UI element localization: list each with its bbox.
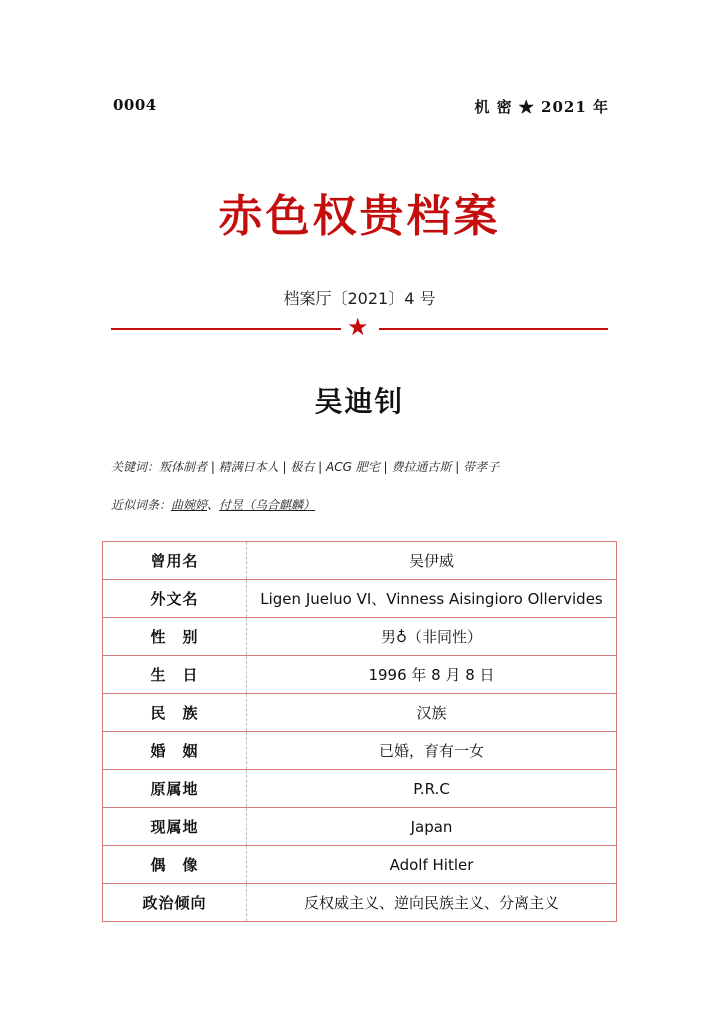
row-label: 曾用名	[103, 542, 247, 580]
table-row	[103, 808, 617, 846]
row-value: Adolf Hitler	[247, 846, 617, 884]
row-label: 偶 像	[103, 846, 247, 884]
row-value: 吴伊威	[247, 542, 617, 580]
row-value: 1996 年 8 月 8 日	[247, 656, 617, 694]
table-row	[103, 656, 617, 694]
row-label: 政治倾向	[103, 884, 247, 922]
keywords-line: 关键词：叛体制者 | 精满日本人 | 极右 | ACG 肥宅 | 费拉通古斯 | 带孝子	[111, 460, 500, 474]
row-label: 生 日	[103, 656, 247, 694]
divider-line-left	[111, 328, 341, 330]
row-value: 反权威主义、逆向民族主义、分离主义	[247, 884, 617, 922]
similar-terms-line	[111, 496, 315, 513]
divider-line-right	[379, 328, 608, 330]
star-icon: ★	[347, 313, 369, 341]
row-value: Ligen Jueluo VI、Vinness Aisingioro Ollervides	[247, 580, 617, 618]
table-row	[103, 618, 617, 656]
row-value: Japan	[247, 808, 617, 846]
row-label: 外文名	[103, 580, 247, 618]
row-label: 现属地	[103, 808, 247, 846]
table-row	[103, 694, 617, 732]
similar-terms-separator: 、	[207, 498, 220, 512]
file-number: 档案厅〔2021〕4 号	[283, 289, 436, 308]
profile-table	[102, 541, 617, 922]
table-row	[103, 542, 617, 580]
classification-label: 机 密 ★ 2021 年	[474, 98, 609, 116]
page-title: 赤色权贵档案	[218, 191, 501, 242]
similar-term-link[interactable]: 曲婉婷	[171, 498, 208, 512]
similar-term-link[interactable]: 付昱（乌合麒麟）	[219, 498, 316, 512]
row-label: 民 族	[103, 694, 247, 732]
row-label: 婚 姻	[103, 732, 247, 770]
similar-terms-label: 近似词条：	[111, 498, 172, 512]
row-value: 男♁（非同性）	[247, 618, 617, 656]
row-value: 已婚，育有一女	[247, 732, 617, 770]
table-row	[103, 770, 617, 808]
table-row	[103, 884, 617, 922]
table-row	[103, 732, 617, 770]
row-label: 原属地	[103, 770, 247, 808]
person-name: 吴迪钊	[314, 385, 405, 418]
row-value: 汉族	[247, 694, 617, 732]
document-number: 0004	[113, 96, 157, 114]
row-label: 性 别	[103, 618, 247, 656]
row-value: P.R.C	[247, 770, 617, 808]
table-row	[103, 846, 617, 884]
table-row	[103, 580, 617, 618]
